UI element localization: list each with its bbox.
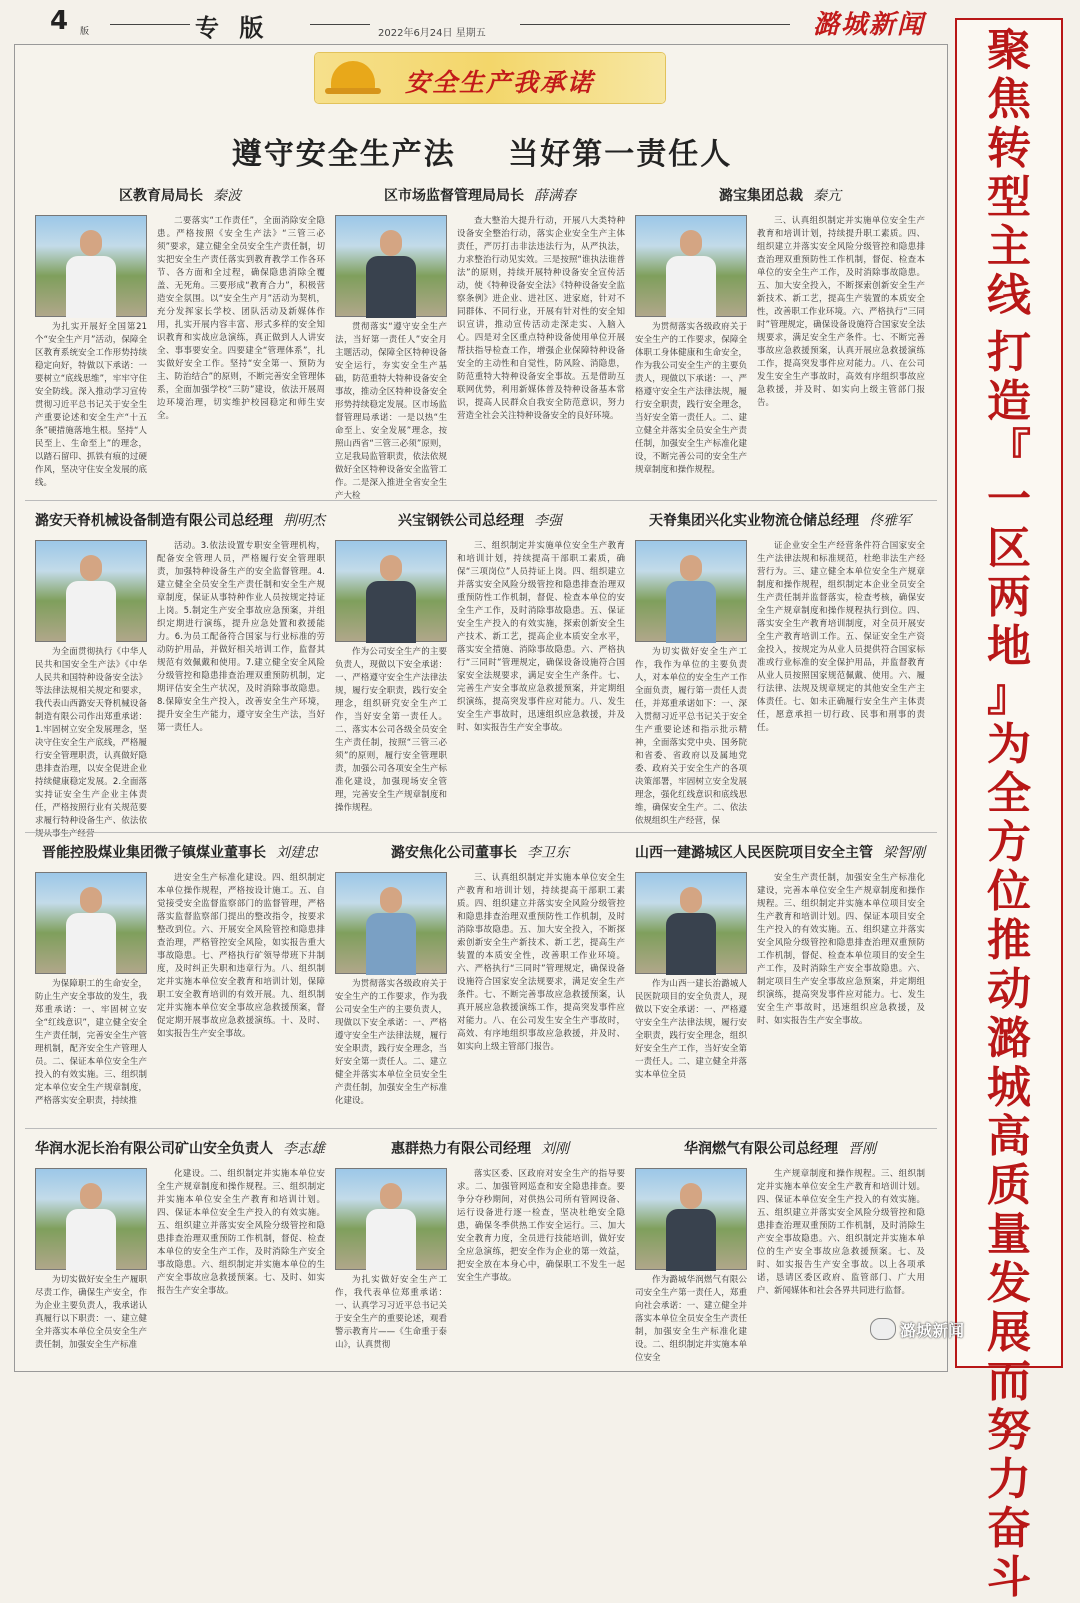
statement-column-right: 化建设。二、组织制定并实施本单位安全生产规章制度和操作规程。三、组织制定并实施本单位安全生产教育和培训计划。四、保证本单位安全生产投入的有效实施。五、组织建立并落实安全风险分级管控和隐患排查治理双重预防工作机制，督促、检查本单位的安全生产工作，及时消除生产安全事故隐患。六、组织制定并实施本单位的生产安全事故应急救援预案。七、及时、如实报告生产安全事故。	[157, 1169, 325, 1296]
profile-card	[35, 842, 325, 1124]
headline	[15, 129, 949, 173]
slogan-char: 聚	[987, 25, 1031, 76]
profile-name: 秦亢	[813, 188, 841, 204]
profile-title	[635, 185, 925, 205]
slogan-char: 努	[987, 1405, 1031, 1456]
profile-position: 华润水泥长治有限公司矿山安全负责人	[35, 1141, 273, 1157]
profile-card	[635, 185, 925, 495]
slogan-char: 质	[987, 1160, 1031, 1211]
profile-name: 佟雅军	[869, 513, 911, 529]
section-label: 专 版	[195, 13, 270, 42]
statement-column-right: 二要落实“工作责任”，全面消除安全隐患。严格按照《安全生产法》“三管三必须”要求，建立健全全员安全生产责任制，切实把安全生产责任落实到教育教学工作各环节、各方面和全过程，确保隐患消除全覆盖、无死角。三要形成“教育合力”，积极营造安全氛围。以“安全生产月”活动为契机，充分发挥家长学校、团队活动及新媒体作用，扎实开展内容丰富、形式多样的安全知识教育和实战应急演练，真正做到人人讲安全、事事要安全。四要建全“管理体系”，扎实做好安全工作。坚持“安全第一、预防为主、防治结合”的原则，不断完善安全管理体系，全面加强学校“三防”建设，依法开展周边环境治理，切实维护校园稳定和师生安全。	[157, 216, 325, 421]
profile-position: 兴宝钢铁公司总经理	[398, 513, 524, 529]
banner-text: 安全生产我承诺	[405, 68, 595, 97]
profile-position: 区教育局局长	[119, 188, 203, 204]
slogan-char: 全	[987, 768, 1031, 819]
slogan-char: 地	[987, 621, 1031, 672]
statement-column-left: 为贯彻落实各级政府关于安全生产的工作要求，作为我公司安全生产的主要负责人，现做以下安全承诺：一、严格遵守安全生产法律法规，履行安全职责，践行安全理念，当好安全第一责任人。二、建立健全并落实本单位全员安全生产责任制，加强安全生产标准化建设。	[335, 979, 447, 1106]
slogan-char: 位	[987, 866, 1031, 917]
profile-name: 李卫东	[527, 845, 569, 861]
statement-column-left: 为切实做好安全生产工作，我作为单位的主要负责人，对本单位的安全生产工作全面负责，履行第一责任人责任，并郑重承诺如下：一、深入贯彻习近平总书记关于安全生产重要论述和指示批示精神，全面落实党中央、国务院和省委、省政府以及属地党委、政府关于安全生产的各项决策部署，牢固树立安全发展理念，强化红线意识和底线思维，确保安全生产。二、依法依规组织生产经营，保	[635, 647, 747, 826]
portrait-photo	[635, 872, 747, 974]
profile-position: 山西一建潞城区人民医院项目安全主管	[635, 845, 873, 861]
profile-card	[35, 185, 325, 495]
headline-part1: 遵守安全生产法	[231, 137, 456, 172]
statement-column-left: 作为公司安全生产的主要负责人，现做以下安全承诺：一、严格遵守安全生产法律法规，履行安全职责，践行安全理念，组织研究安全生产工作，当好安全第一责任人。二、落实本公司各级全员安全生产责任制，按照“三管三必须”的原则，履行安全管理职责，加强公司各项安全生产标准化建设，加强现场安全管理，完善安全生产规章制度和操作规程。	[335, 647, 447, 813]
portrait-photo	[335, 1168, 447, 1270]
page-number: 4	[50, 6, 69, 36]
profile-position: 华润燃气有限公司总经理	[684, 1141, 838, 1157]
slogan-char: 型	[987, 172, 1031, 223]
portrait-photo	[635, 215, 747, 317]
profile-title	[335, 1138, 625, 1158]
watermark: 潞城新闻	[900, 1321, 965, 1340]
issue-date: 2022年6月24日 星期五	[378, 28, 486, 39]
profile-card	[35, 1138, 325, 1363]
statement-column-left: 作为潞城华润燃气有限公司安全生产第一责任人，郑重向社会承诺：一、建立健全并落实本单位全员安全生产责任制，加强安全生产标准化建设。二、组织制定并实施本单位安全	[635, 1275, 747, 1363]
portrait-photo	[635, 1168, 747, 1270]
slogan-char: 一	[987, 474, 1031, 525]
statement-column-right: 三、组织制定并实施单位安全生产教育和培训计划，持续提高干部职工素质，确保“三项岗位”人员持证上岗。四、组织建立并落实安全风险分级管控和隐患排查治理双重预防性工作机制，督促、检查本单位的安全生产工作，及时消除事故隐患。五、保证安全生产投入的有效实施，探索创新安全生产技术、新工艺，提高企业本质安全水平，落实安全措施、消除事故隐患。六、严格执行“三同时”管理规定，确保设备设施符合国家安全法规要求，满足安全生产条件。七、完善生产安全事故应急救援预案，并定期组织演练，提高突发事件应对能力。八、发生安全生产事故时，迅速组织应急救援，并及时、如实报告生产安全事故。	[457, 541, 625, 733]
profile-card	[335, 842, 625, 1124]
statement-column-right: 生产规章制度和操作规程。三、组织制定并实施本单位安全生产教育和培训计划。四、保证本单位安全生产投入的有效实施。五、组织建立并落实安全风险分级管控和隐患排查治理双重预防工作机制，及时消除生产安全事故隐患。六、组织制定并实施本单位的生产安全事故应急救援预案。七、及时、如实报告生产安全事故。以上各项承诺，恳请区委区政府、监管部门、广大用户、新闻媒体和社会各界共同进行监督。	[757, 1169, 925, 1296]
slogan-char: 区	[987, 523, 1031, 574]
profile-card	[635, 510, 925, 828]
slogan-char: 量	[987, 1209, 1031, 1260]
masthead	[10, 6, 945, 42]
profile-title	[335, 842, 625, 862]
slogan-char: 线	[987, 270, 1031, 321]
slogan-char: 焦	[987, 74, 1031, 125]
slogan-char: 发	[987, 1258, 1031, 1309]
statement-column-right: 落实区委、区政府对安全生产的指导要求。二、加强管网巡查和安全隐患排查。要争分夺秒期间，对供热公司所有管网设备、运行设备进行逐一检查，坚决杜绝安全隐患，确保冬季供热工作安全运行。三、加大安全教育力度，全员进行技能培训，做好安全应急演练，把安全作为企业的第一效益，把安全放在本身心中，确保职工不发生一起安全生产事故。	[457, 1169, 625, 1283]
statement-column-left: 作为山西一建长治潞城人民医院项目的安全负责人，现做以下安全承诺：一、严格遵守安全生产法律法规，履行安全职责，践行安全理念，组织好安全生产工作，当好安全第一责任人。二、建立健全并落实本单位全员	[635, 979, 747, 1080]
profile-position: 潞宝集团总裁	[719, 188, 803, 204]
slogan-char: 打	[987, 327, 1031, 378]
slogan-char: 推	[987, 915, 1031, 966]
profile-title	[35, 185, 325, 205]
profile-title	[335, 510, 625, 530]
profile-name: 荆明杰	[283, 513, 325, 529]
content-frame	[14, 44, 948, 1372]
statement-column-left: 为扎实做好安全生产工作，我代表单位郑重承诺：一、认真学习习近平总书记关于安全生产的重要论述，观看警示教育片——《生命重于泰山》，认真贯彻	[335, 1275, 447, 1350]
slogan-char: 展	[987, 1307, 1031, 1358]
slogan-char: 方	[987, 817, 1031, 868]
statement-column-left: 贯彻落实“遵守安全生产法，当好第一责任人”安全月主题活动，保障全区特种设备安全运行，夯实安全生产基础，防范重特大特种设备安全事故，推动全区特种设备安全形势持续稳定发展。区市场监督管理局承诺：一是以热“生命至上、安全发展”理念，按照山西省“三管三必须”原则，立足我局监管职责，依法依规做好全区特种设备安全监管工作。二是深入推进全省安全生产大检	[335, 322, 447, 501]
profile-position: 惠群热力有限公司经理	[391, 1141, 531, 1157]
profile-position: 潞安天脊机械设备制造有限公司总经理	[35, 513, 273, 529]
wechat-icon	[870, 1318, 896, 1340]
slogan-char: 奋	[987, 1503, 1031, 1554]
statement-column-right: 证企业安全生产经营条件符合国家安全生产法律法规和标准规范，杜绝非法生产经营行为。三、建立健全本单位安全生产规章制度和操作规程，组织制定本企业全员安全生产责任制并监督落实，检查考核，确保安全生产规章制度和操作规程执行到位。四、落实安全生产教育培训制度，对全员开展安全生产教育培训工作。五、保证安全生产资金投入，按规定为从业人员提供符合国家标准或行业标准的安全保护用品，并监督教育从业人员按照国家规范佩戴、使用。六、履行法律、法规及规章规定的其他安全生产主体责任。七、如未正确履行安全生产主体责任，愿意承担一切行政、民事和刑事的责任。	[757, 541, 925, 733]
profile-name: 李强	[534, 513, 562, 529]
slogan-text	[957, 26, 1061, 1602]
slogan-char: 力	[987, 1454, 1031, 1505]
profile-name: 刘建忠	[276, 845, 318, 861]
slogan-char: 斗	[987, 1552, 1031, 1603]
helmet-icon	[331, 61, 375, 91]
statement-column-left: 为切实做好安全生产履职尽责工作，确保生产安全，作为企业主要负责人，我承诺认真履行以下职责：一、建立健全并落实本单位全员安全生产责任制，加强安全生产标准	[35, 1275, 147, 1350]
profile-title	[335, 185, 625, 205]
statement-column-right: 查大整治大提升行动，开展八大类特种设备安全整治行动，落实企业安全生产主体责任，严厉打击非法违法行为，从严执法，力求整治行动见实效。三是按照“谁执法谁普法”的原则，持续开展特种设备安全宣传活动，使《特种设备安全法》《特种设备安全监察条例》进企业、进社区、进家庭，针对不同群体、不同行业，开展有针对性的安全知识宣讲，推动宣传活动走深走实、入脑入心。四是对全区重点特种设备使用单位开展帮扶指导检查工作，增强企业保障特种设备安全的主动性和自觉性，防风险、消隐患，防范重特大特种设备安全事故。五是借助互联网优势，利用新媒体普及特种设备基本常识，提高人民群众自我安全防范意识，努力营造全社会关注特种设备安全的良好环境。	[457, 216, 625, 421]
profile-position: 潞安焦化公司董事长	[391, 845, 517, 861]
portrait-photo	[335, 872, 447, 974]
profile-title	[35, 1138, 325, 1158]
profile-name: 薛满春	[534, 188, 576, 204]
statement-column-right: 安全生产责任制，加强安全生产标准化建设，完善本单位安全生产规章制度和操作规程。三、组织制定并实施本单位项目安全生产教育和培训计划。四、保证本项目安全生产投入的有效实施。五、组织建立并落实安全风险分级管控和隐患排查治理双重预防工作机制，督促、检查本单位项目的安全生产工作，及时消除生产安全事故隐患。六、制定项目生产安全事故应急预案，并定期组织演练，提高突发事件应对能力。七、发生安全生产事故时，迅速组织应急救援，及时、如实报告生产安全事故。	[757, 873, 925, 1026]
paper-name: 潞城新闻	[812, 10, 925, 40]
statement-column-left: 为扎实开展好全国第21个“安全生产月”活动，保障全区教育系统安全工作形势持续稳定向好，特做以下承诺：一要树立“底线思维”，牢牢守住安全防线。深入推动学习宣传贯彻习近平总书记关于安全生产重要论述和安全生产“十五条”硬措施落地生根。坚持“人民至上、生命至上”的理念，以踏石留印、抓铁有痕的过硬作风，坚决守住安全发展的底线。	[35, 322, 147, 488]
profile-title	[635, 510, 925, 530]
profile-card	[35, 510, 325, 839]
profile-name: 李志雄	[283, 1141, 325, 1157]
slogan-char: 转	[987, 123, 1031, 174]
statement-column-right: 活动。3.依法设置专职安全管理机构，配备安全管理人员，严格履行安全管理职责，加强特种设备生产的安全监督管理。4.建立健全全员安全生产责任制和安全生产规章制度，保证从事特种作业人员按规定持证上岗。5.制定生产安全事故应急预案，并组织定期进行演练，提升应急处置和救援能力。6.为员工配备符合国家与行业标准的劳动防护用品，并做好相关培训工作，监督其规范有效佩戴和使用。7.建立健全安全风险分级管控和隐患排查治理双重预防机制，定期评估安全生产状况，及时消除事故隐患。8.保障安全生产投入，改善安全生产环境，提升安全生产能力，遵守安全生产法，当好第一责任人。	[157, 541, 325, 733]
slogan-char: 城	[987, 1062, 1031, 1113]
slogan-char: 两	[987, 572, 1031, 623]
statement-column-right: 进安全生产标准化建设。四、组织制定本单位操作规程，严格按设计施工。五、自觉接受安全监督监察部门的监督管理，严格落实监督监察部门提出的整改指令，按要求整改到位。六、开展安全风险管控和隐患排查治理，严格管控安全风险，如实报告重大事故隐患。七、严格执行矿领导带班下井制度，及时纠正失职和违章行为。八、组织制定并实施本单位安全教育和培训计划，保障职工安全教育培训的有效开展。九、组织制定并实施本单位安全事故应急救援预案，督促定期开展事故应急救援演练。十、及时、如实报告生产安全事故。	[157, 873, 325, 1039]
slogan-char: 潞	[987, 1013, 1031, 1064]
profile-card	[335, 510, 625, 828]
profile-card	[635, 842, 925, 1124]
slogan-char: 『	[987, 425, 1031, 476]
portrait-photo	[635, 540, 747, 642]
statement-column-right: 三、认真组织制定并实施单位安全生产教育和培训计划，持续提升职工素质。四、组织建立并落实安全风险分级管控和隐患排查治理双重预防性工作机制，督促、检查本单位的安全生产工作，及时消除事故隐患。五、加大安全投入，不断探索创新安全生产新技术、新工艺，提高生产装置的本质安全性，改善职工作业环境。六、严格执行“三同时”管理规定，确保设备设施符合国家安全法规要求，满足安全生产条件。七、不断完善事故应急救援预案，认真开展应急救援演练工作，提高突发事件应对能力。八、在公司发生安全生产事故时，高效有序组织事故应急救援，并及时、如实向上级主管部门报告。	[757, 216, 925, 408]
profile-title	[35, 842, 325, 862]
slogan-char: 高	[987, 1111, 1031, 1162]
portrait-photo	[35, 872, 147, 974]
profile-card	[335, 185, 625, 501]
statement-column-left: 为全面贯彻执行《中华人民共和国安全生产法》《中华人民共和国特种设备安全法》等法律法规相关规定和要求，我代表山西潞安天脊机械设备制造有限公司作出郑重承诺：1.牢固树立安全发展理念，坚决守住安全生产底线，严格履行安全管理职责，认真做好隐患排查治理，以安全促进企业持续健康稳定发展。2.全面落实持证安全生产企业主体责任，严格按照行业有关规范要求履行特种设备生产、依法依规从事生产经营	[35, 647, 147, 839]
profile-title	[35, 510, 325, 530]
headline-part2: 当好第一责任人	[508, 137, 733, 172]
portrait-photo	[335, 540, 447, 642]
banner	[315, 53, 665, 103]
profile-title	[635, 842, 925, 862]
portrait-photo	[35, 540, 147, 642]
statement-column-left: 为保障职工的生命安全，防止生产安全事故的发生，我郑重承诺：一、牢固树立安全“红线意识”，建立健全安全生产责任制，完善安全生产管理机制，配齐安全生产管理人员。二、保证本单位安全生产投入的有效实施。三、组织制定本单位安全生产规章制度，严格落实安全职责，持续推	[35, 979, 147, 1106]
profile-position: 区市场监督管理局局长	[384, 188, 524, 204]
page-suffix: 版	[80, 27, 90, 37]
slogan-sidebar	[955, 18, 1063, 1603]
profile-card	[335, 1138, 625, 1363]
portrait-photo	[35, 1168, 147, 1270]
profile-name: 刘刚	[541, 1141, 569, 1157]
slogan-char: 造	[987, 376, 1031, 427]
slogan-char: 为	[987, 719, 1031, 770]
slogan-char: 动	[987, 964, 1031, 1015]
profile-title	[635, 1138, 925, 1158]
profile-position: 晋能控股煤业集团微子镇煤业董事长	[42, 845, 266, 861]
portrait-photo	[35, 215, 147, 317]
profile-position: 天脊集团兴化实业物流仓储总经理	[649, 513, 859, 529]
profile-name: 梁智刚	[883, 845, 925, 861]
slogan-char: 而	[987, 1356, 1031, 1407]
portrait-photo	[335, 215, 447, 317]
profile-name: 晋刚	[848, 1141, 876, 1157]
slogan-char: 』	[987, 670, 1031, 721]
profile-name: 秦波	[213, 188, 241, 204]
statement-column-right: 三、认真组织制定并实施本单位安全生产教育和培训计划，持续提高干部职工素质。四、组织建立并落实安全风险分级管控和隐患排查治理双重预防性工作机制，及时消除事故隐患。五、加大安全投入，不断探索创新安全生产新技术、新工艺，提高生产装置的本质安全性，改善职工作业环境。六、严格执行“三同时”管理规定，确保设备设施符合国家安全法规要求，满足安全生产条件。七、不断完善事故应急救援预案，认真开展应急救援演练工作，提高突发事件应对能力。八、在公司发生安全生产事故时，高效、有序地组织事故应急救援，并及时、如实向上级主管部门报告。	[457, 873, 625, 1052]
statement-column-left: 为贯彻落实各级政府关于安全生产的工作要求，保障全体职工身体健康和生命安全，作为我公司安全生产的主要负责人，现做以下承诺：一、严格遵守安全生产法律法规，履行安全职责，践行安全理念，当好安全第一责任人。二、建立健全并落实全员安全生产责任制，加强安全生产标准化建设，不断完善公司的安全生产规章制度和操作规程。	[635, 322, 747, 475]
slogan-char: 主	[987, 221, 1031, 272]
